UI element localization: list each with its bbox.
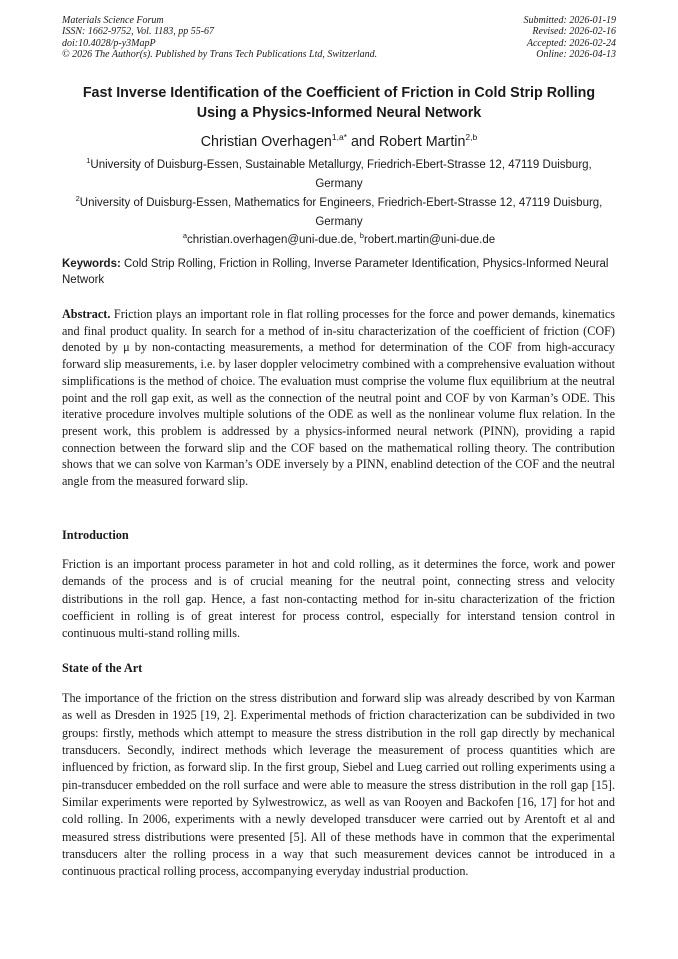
author-and: and [350,134,375,150]
email-b[interactable]: robert.martin@uni-due.de [363,234,496,246]
issn: ISSN: 1662-9752, Vol. 1183, pp 55-67 [62,26,215,38]
section-heading-state-of-the-art: State of the Art [62,661,143,675]
author-1-sup: 1,a* [331,132,347,142]
author-line [62,128,616,151]
affiliation-2 [62,190,616,231]
journal-info [62,15,377,61]
submitted-date: Submitted: 2026-01-19 [523,15,616,26]
affiliation-1 [62,152,616,193]
affiliation-1-text: University of Duisburg-Essen, Sustainable Metallurgy, Friedrich-Ebert-Strasse 12, 47119 Duisburg, Germany [90,159,592,190]
email-a[interactable]: christian.overhagen@uni-due.de, [186,234,357,246]
keywords [62,256,616,289]
copyright: © 2026 The Author(s). Published by Trans Tech Publications Ltd, Switzerland. [62,49,378,61]
keywords-text: Cold Strip Rolling, Friction in Rolling, Inverse Parameter Identification, Physics-Informed Neural Network [62,258,609,287]
accepted-date: Accepted: 2026-02-24 [526,37,616,49]
introduction-text: Friction is an important process parameter in hot and cold rolling, as it determines the force, work and power demands of the process and is of crucial meaning for the neutral point, connecting stress and velocity distributions in the roll gap. Hence, a fast non-contacting method for in-situ characterization of the friction coefficient in rolling is of great interest for process control, especially for interstand tension control in continuous multi-stand rolling mills. [62,557,615,641]
author-emails [62,228,616,248]
state-of-the-art-text: The importance of the friction on the stress distribution and forward slip was already described by von Karman as well as Dresden in 1925 [19, 2]. Experimental methods of friction characterization can be subdivided in two groups: firstly, methods which attempt to measure the stress distribution in the roll gap directly by mechanical transducers. Secondly, indirect methods which leverage the measurement of process quantities which are influenced by friction, as forward slip. In the first group, Siebel and Lueg carried out rolling experiments using a pin-transducer embedded on the roll surface and were able to measure the stress distribution in the roll gap [15]. Similar experiments were reported by Sylwestrowicz, as well as van Rooyen and Backofen [16, 17] for hot and cold rolling. In 2006, experiments with a newly developed transducer were carried out by Arentoft et al and measured stress distributions were presented [5]. All of these methods have in common that the experimental transducers alter the rolling process in a way that such measurement devices cannot be introduced in a continuous practical rolling process, accompanying everyday industrial production. [62,691,615,879]
paper-title: Fast Inverse Identification of the Coefficient of Friction in Cold Strip Rolling Using a Physics-Informed Neural Network [82,85,596,121]
affiliation-2-sup: 2 [75,194,80,203]
journal-name: Materials Science Forum [62,15,164,26]
author-2-sup: 2,b [465,132,478,142]
keywords-label: Keywords: [62,258,121,270]
publication-dates [524,15,617,61]
revised-date: Revised: 2026-02-16 [532,26,616,38]
doi: doi:10.4028/p-y3MapP [62,37,156,49]
abstract-label: Abstract. [62,307,111,321]
email-a-sup: a [182,231,187,240]
author-2: Robert Martin [378,134,466,150]
abstract-text: Friction plays an important role in flat rolling processes for the force and power demands, kinematics and final product quality. In search for a method of in-situ characterization of the coefficient of friction (COF) denoted by μ by non-contacting measurements, a method for determination of the COF from high-accuracy forward slip measurements, i.e. by laser doppler velocimetry combined with a comprehensive evaluation without simplifications is the method of choice. The evaluation must comprise the volume flux equilibrium at the neutral point and the roll gap exit, as well as the connection of the neutral point and COF by von Karman’s ODE. This iterative procedure involves multiple solutions of the ODE as well as the nonlinear volume flux relation. In the present work, this problem is addressed by a physics-informed neural network (PINN), providing a rapid connection between the forward slip and the COF based on the mathematical rolling theory. The contribution shows that we can solve von Karman’s ODE inversely by a PINN, enablind detection of the COF and the neutral angle from the measured forward slip. [62,307,615,489]
author-1: Christian Overhagen [200,134,332,150]
affiliation-1-sup: 1 [86,156,91,165]
email-b-sup: b [359,231,364,240]
abstract [62,306,615,490]
section-heading-introduction: Introduction [62,528,129,542]
affiliation-2-text: University of Duisburg-Essen, Mathematics for Engineers, Friedrich-Ebert-Strasse 12, 47119 Duisburg, Germany [79,197,603,228]
online-date: Online: 2026-04-13 [536,49,616,61]
